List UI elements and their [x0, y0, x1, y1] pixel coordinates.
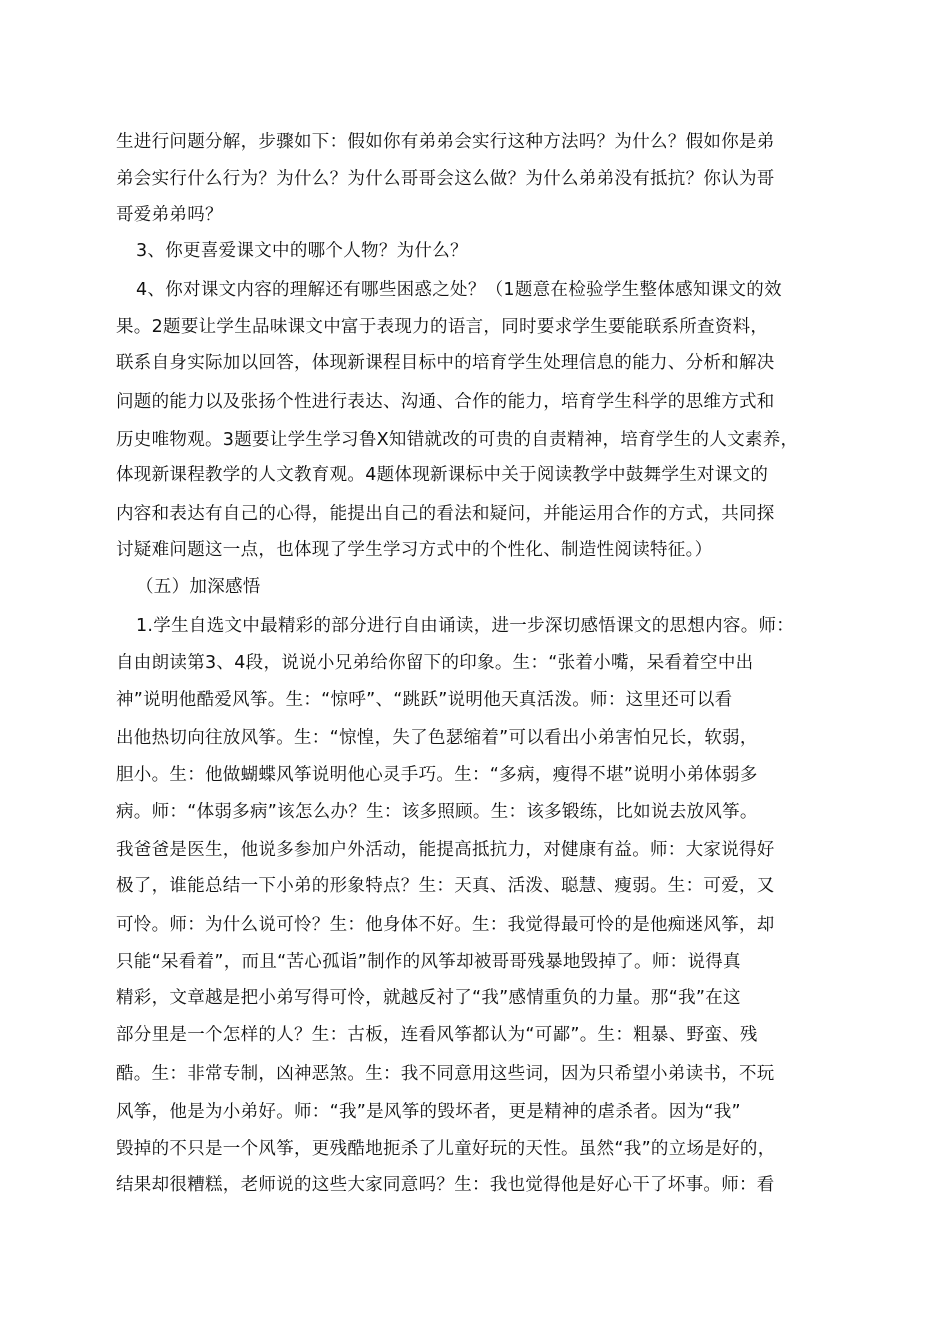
text-line: 联系自身实际加以回答，体现新课程目标中的培育学生处理信息的能力、分析和解决 [116, 353, 775, 373]
text-line: 精彩，文章越是把小弟写得可怜，就越反衬了“我”感情重负的力量。那“我”在这 [116, 988, 741, 1008]
text-line: 讨疑难问题这一点，也体现了学生学习方式中的个性化、制造性阅读特征。） [116, 540, 713, 560]
text-line: 可怜。师：为什么说可怜？生：他身体不好。生：我觉得最可怜的是他痴迷风筝，却 [116, 915, 775, 935]
text-line: 问题的能力以及张扬个性进行表达、沟通、合作的能力，培育学生科学的思维方式和 [116, 392, 775, 412]
text-line: 部分里是一个怎样的人？生：古板，连看风筝都认为“可鄙”。生：粗暴、野蛮、残 [116, 1025, 758, 1045]
text-line: 哥爱弟弟吗？ [116, 205, 223, 225]
text-line: 内容和表达有自己的心得，能提出自己的看法和疑问，并能运用合作的方式，共同探 [116, 504, 775, 524]
text-line: 我爸爸是医生，他说多参加户外活动，能提高抵抗力，对健康有益。师：大家说得好 [116, 840, 775, 860]
text-line: 体现新课程教学的人文教育观。4题体现新课标中关于阅读教学中鼓舞学生对课文的 [116, 465, 769, 485]
text-line: 4、你对课文内容的理解还有哪些困惑之处？（1题意在检验学生整体感知课文的效 [136, 280, 782, 300]
text-line: 酷。生：非常专制，凶神恶煞。生：我不同意用这些词，因为只希望小弟读书，不玩 [116, 1064, 775, 1084]
text-line: 风筝，他是为小弟好。师：“我”是风筝的毁坏者，更是精神的虐杀者。因为“我” [116, 1102, 741, 1122]
text-line: 弟会实行什么行为？为什么？为什么哥哥会这么做？为什么弟弟没有抵抗？你认为哥 [116, 169, 775, 189]
text-line: 神”说明他酷爱风筝。生：“惊呼”、“跳跃”说明他天真活泼。师：这里还可以看 [116, 690, 733, 710]
text-line: 自由朗读第3、4段，说说小兄弟给你留下的印象。生：“张着小嘴，呆看着空中出 [116, 653, 754, 673]
text-line: 胆小。生：他做蝴蝶风筝说明他心灵手巧。生：“多病，瘦得不堪”说明小弟体弱多 [116, 765, 758, 785]
text-line: 历史唯物观。3题要让学生学习鲁X知错就改的可贵的自责精神，培育学生的人文素养， [116, 430, 799, 450]
text-line: 只能“呆看着”，而且“苦心孤诣”制作的风筝却被哥哥残暴地毁掉了。师：说得真 [116, 952, 741, 972]
text-line: 病。师：“体弱多病”该怎么办？生：该多照顾。生：该多锻练，比如说去放风筝。 [116, 802, 758, 822]
text-line: 3、你更喜爱课文中的哪个人物？为什么？ [136, 241, 468, 261]
text-line: 出他热切向往放风筝。生：“惊惶，失了色瑟缩着”可以看出小弟害怕兄长，软弱， [116, 728, 758, 748]
text-line: 1.学生自选文中最精彩的部分进行自由诵读，进一步深切感悟课文的思想内容。师： [136, 616, 795, 636]
text-line: 生进行问题分解，步骤如下：假如你有弟弟会实行这种方法吗？为什么？假如你是弟 [116, 132, 775, 152]
section-heading: （五）加深感悟 [136, 577, 261, 597]
text-line: 果。2题要让学生品味课文中富于表现力的语言，同时要求学生要能联系所查资料， [116, 317, 769, 337]
text-line: 毁掉的不只是一个风筝，更残酷地扼杀了儿童好玩的天性。虽然“我”的立场是好的， [116, 1139, 776, 1159]
text-line: 结果却很糟糕，老师说的这些大家同意吗？生：我也觉得他是好心干了坏事。师：看 [116, 1175, 775, 1195]
text-line: 极了，谁能总结一下小弟的形象特点？生：天真、活泼、聪慧、瘦弱。生：可爱，又 [116, 876, 775, 896]
